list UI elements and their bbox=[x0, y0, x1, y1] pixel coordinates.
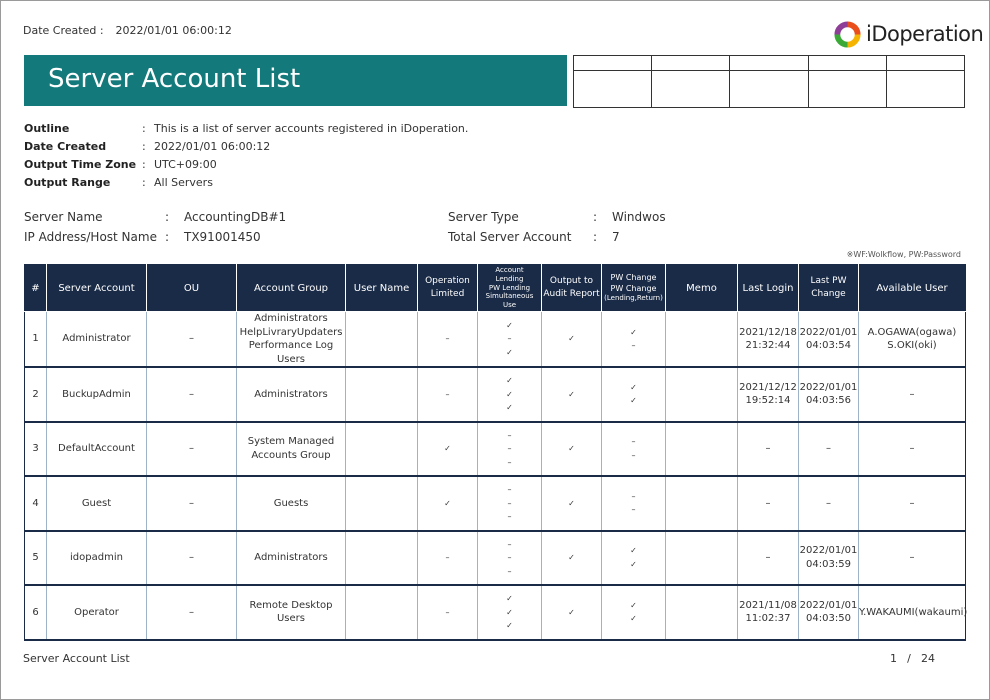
footer-doc-name: Server Account List bbox=[23, 652, 130, 665]
cell-ou: – bbox=[147, 367, 237, 422]
cell-output-audit bbox=[542, 531, 602, 586]
cell-pw-change-line: – bbox=[631, 450, 636, 460]
cell-available-user-line: – bbox=[909, 497, 915, 509]
cell-last-pw-change bbox=[799, 422, 859, 477]
cell-pw-change-line: – bbox=[631, 341, 636, 350]
stamp-header-cell bbox=[808, 56, 886, 71]
cell-user-name bbox=[346, 312, 418, 368]
approval-stamp-boxes bbox=[573, 55, 965, 108]
cell-server-account: BuckupAdmin bbox=[47, 367, 147, 422]
meta-row-time-zone: Output Time Zone : UTC+09:00 bbox=[24, 157, 217, 171]
idoperation-logo bbox=[833, 18, 983, 50]
cell-operation-limited bbox=[418, 476, 478, 531]
col-last-login: Last Login bbox=[738, 265, 799, 312]
cell-pw-change-line: ✓ bbox=[630, 382, 637, 392]
cell-output-audit-mark: ✓ bbox=[568, 334, 575, 344]
stamp-cell bbox=[652, 71, 730, 108]
cell-account-lending-line: ✓ bbox=[506, 403, 513, 412]
server-info-left bbox=[24, 207, 286, 247]
cell-last-pw-change-line: – bbox=[826, 443, 831, 454]
cell-available-user-line: – bbox=[909, 552, 915, 563]
cell-account-lending-lines bbox=[478, 374, 541, 415]
idoperation-logo-icon bbox=[833, 20, 862, 49]
cell-operation-limited bbox=[418, 312, 478, 368]
cell-last-login bbox=[738, 312, 799, 368]
col-audit-line: Output to bbox=[549, 276, 594, 287]
cell-pw-change bbox=[602, 531, 666, 586]
col-account-group: Account Group bbox=[237, 265, 346, 312]
server-info-right bbox=[448, 207, 666, 247]
cell-last-login-lines bbox=[738, 326, 798, 353]
cell-last-login-line: – bbox=[765, 552, 771, 563]
cell-available-user-lines bbox=[859, 606, 968, 620]
cell-last-login bbox=[738, 585, 799, 640]
col-pw-change bbox=[602, 265, 666, 312]
cell-pw-change-lines bbox=[602, 326, 665, 353]
cell-last-login bbox=[738, 531, 799, 586]
cell-account-lending bbox=[478, 367, 542, 422]
cell-user-name bbox=[346, 531, 418, 586]
meta-value: This is a list of server accounts registered in iDoperation. bbox=[154, 121, 469, 135]
cell-operation-limited-mark: – bbox=[445, 389, 450, 399]
cell-user-name bbox=[346, 476, 418, 531]
cell-last-pw-change-line: – bbox=[826, 497, 831, 509]
cell-operation-limited-mark: ✓ bbox=[444, 444, 451, 453]
col-last-pw-line: Last PW bbox=[810, 276, 847, 287]
top-date-created bbox=[23, 24, 232, 37]
cell-operation-limited bbox=[418, 585, 478, 640]
cell-output-audit-mark: ✓ bbox=[568, 607, 575, 617]
cell-memo bbox=[666, 476, 738, 531]
page-total: 24 bbox=[921, 652, 935, 665]
cell-available-user-line: – bbox=[909, 443, 915, 454]
page-current: 1 bbox=[890, 652, 897, 665]
col-lending-line: PW Lending bbox=[488, 283, 531, 292]
col-server-account: Server Account bbox=[47, 265, 147, 312]
cell-account-group-line: Administrators bbox=[254, 388, 328, 400]
cell-output-audit-mark: ✓ bbox=[568, 553, 575, 562]
col-available-user: Available User bbox=[859, 265, 966, 312]
col-memo: Memo bbox=[666, 265, 738, 312]
table-row bbox=[25, 476, 966, 531]
cell-account-lending-line: ✓ bbox=[506, 389, 513, 399]
cell-pw-change-lines bbox=[602, 435, 665, 462]
cell-last-pw-change bbox=[799, 585, 859, 640]
meta-key: Date Created bbox=[24, 139, 107, 153]
cell-account-lending-line: ✓ bbox=[506, 594, 513, 603]
cell-last-pw-change bbox=[799, 531, 859, 586]
cell-operation-limited-mark: – bbox=[445, 334, 450, 344]
cell-last-pw-change-line: 04:03:50 bbox=[806, 613, 851, 625]
cell-output-audit bbox=[542, 367, 602, 422]
server-ip-row: IP Address/Host Name : TX91001450 bbox=[24, 230, 261, 244]
meta-row-date-created: Date Created : 2022/01/01 06:00:12 bbox=[24, 139, 271, 153]
cell-last-login bbox=[738, 422, 799, 477]
cell-last-pw-change-line: 04:03:59 bbox=[806, 558, 851, 570]
table-row bbox=[25, 312, 966, 368]
cell-pw-change-line: ✓ bbox=[630, 600, 637, 610]
cell-account-group bbox=[237, 312, 346, 368]
col-num: # bbox=[25, 265, 47, 312]
title-band bbox=[24, 55, 567, 106]
cell-account-lending bbox=[478, 312, 542, 368]
cell-pw-change-lines bbox=[602, 381, 665, 408]
col-user-name: User Name bbox=[346, 265, 418, 312]
cell-account-lending-line: – bbox=[507, 553, 512, 562]
cell-last-pw-change-lines bbox=[799, 381, 858, 408]
col-pw-line: (Lending,Return) bbox=[604, 294, 663, 303]
logo-text: iDoperation bbox=[866, 22, 984, 46]
col-lending-line: Lending bbox=[495, 274, 524, 283]
page-title: Server Account List bbox=[48, 64, 301, 94]
cell-available-user-lines bbox=[859, 388, 965, 402]
cell-pw-change-lines bbox=[602, 599, 665, 626]
table-body bbox=[25, 312, 966, 640]
cell-account-group bbox=[237, 585, 346, 640]
cell-operation-limited bbox=[418, 531, 478, 586]
cell-available-user-line: Y.WAKAUMI(wakaumi) bbox=[859, 606, 968, 618]
cell-pw-change-line: ✓ bbox=[630, 396, 637, 406]
cell-memo bbox=[666, 585, 738, 640]
cell-account-group-lines bbox=[237, 599, 345, 626]
cell-pw-change bbox=[602, 367, 666, 422]
cell-output-audit bbox=[542, 312, 602, 368]
cell-last-pw-change-lines bbox=[799, 326, 858, 353]
cell-memo bbox=[666, 531, 738, 586]
cell-output-audit-mark: ✓ bbox=[568, 498, 575, 508]
footer-pagination bbox=[890, 652, 935, 665]
cell-account-group-line: Administrators bbox=[254, 552, 328, 563]
col-operation-limited-line: Operation bbox=[425, 276, 470, 287]
cell-last-pw-change-line: 2022/01/01 bbox=[799, 381, 858, 393]
cell-account-group bbox=[237, 531, 346, 586]
stamp-header-cell bbox=[574, 56, 652, 71]
cell-pw-change-line: – bbox=[631, 437, 636, 447]
cell-last-login-line: 2021/11/08 bbox=[739, 599, 797, 611]
cell-num: 1 bbox=[25, 312, 47, 368]
cell-last-pw-change-lines bbox=[799, 599, 858, 626]
cell-account-group-line: System Managed bbox=[247, 436, 335, 448]
cell-account-group-lines bbox=[237, 435, 345, 462]
cell-pw-change-line: ✓ bbox=[630, 327, 637, 337]
cell-account-lending-line: ✓ bbox=[506, 621, 513, 630]
cell-ou: – bbox=[147, 585, 237, 640]
server-total-row: Total Server Account : 7 bbox=[448, 230, 620, 244]
cell-account-lending-line: – bbox=[507, 485, 512, 494]
cell-available-user bbox=[859, 585, 966, 640]
col-lending-line: Account bbox=[495, 266, 524, 275]
legend-note: ※WF:Wolkflow, PW:Password bbox=[846, 250, 961, 259]
meta-value: UTC+09:00 bbox=[154, 157, 217, 171]
server-type-label: Server Type bbox=[448, 210, 519, 224]
table-header-row bbox=[25, 265, 966, 312]
cell-server-account: Operator bbox=[47, 585, 147, 640]
cell-account-group-line: Performance Log Users bbox=[248, 340, 334, 365]
cell-operation-limited bbox=[418, 367, 478, 422]
meta-key: Output Time Zone bbox=[24, 157, 137, 171]
col-last-pw-change bbox=[799, 265, 859, 312]
cell-account-lending-lines bbox=[478, 319, 541, 360]
cell-account-lending-line: ✓ bbox=[506, 607, 513, 617]
cell-account-group-line: HelpLivraryUpdaters bbox=[239, 326, 343, 338]
cell-pw-change bbox=[602, 312, 666, 368]
meta-key: Output Range bbox=[24, 175, 111, 189]
stamp-cell bbox=[730, 71, 808, 108]
cell-account-group bbox=[237, 476, 346, 531]
cell-account-group-line: Accounts Group bbox=[251, 449, 331, 461]
server-name-label: Server Name bbox=[24, 210, 103, 224]
cell-last-pw-change-lines bbox=[799, 442, 858, 456]
cell-output-audit bbox=[542, 422, 602, 477]
col-operation-limited-line: Limited bbox=[430, 289, 465, 299]
server-total-value: 7 bbox=[612, 230, 620, 244]
cell-account-lending-line: – bbox=[507, 334, 512, 344]
cell-pw-change bbox=[602, 422, 666, 477]
cell-last-login-line: 19:52:14 bbox=[745, 395, 791, 407]
col-lending-line: Simultaneous bbox=[485, 292, 534, 301]
cell-account-lending-line: ✓ bbox=[506, 347, 513, 357]
cell-last-login bbox=[738, 367, 799, 422]
cell-ou: – bbox=[147, 531, 237, 586]
cell-ou: – bbox=[147, 476, 237, 531]
stamp-cell bbox=[808, 71, 886, 108]
col-pw-line: PW Change bbox=[610, 272, 657, 282]
col-lending-line: Use bbox=[502, 301, 517, 310]
col-account-lending bbox=[478, 265, 542, 312]
cell-last-pw-change-lines bbox=[799, 497, 858, 511]
cell-num: 5 bbox=[25, 531, 47, 586]
top-date-created-value: 2022/01/01 06:00:12 bbox=[115, 24, 232, 37]
cell-available-user-lines bbox=[859, 326, 965, 353]
col-pw-line: PW Change bbox=[610, 284, 657, 294]
server-name-row: Server Name : AccountingDB#1 bbox=[24, 210, 287, 224]
cell-server-account: DefaultAccount bbox=[47, 422, 147, 477]
cell-last-login-line: 2021/12/12 bbox=[739, 381, 797, 393]
cell-account-lending-line: – bbox=[507, 539, 512, 549]
server-type-value: Windwos bbox=[612, 210, 666, 224]
cell-account-lending-lines bbox=[478, 429, 541, 470]
cell-memo bbox=[666, 422, 738, 477]
cell-account-group bbox=[237, 422, 346, 477]
cell-pw-change-line: ✓ bbox=[630, 546, 637, 556]
cell-account-lending-line: – bbox=[507, 512, 512, 521]
cell-account-lending-lines bbox=[478, 483, 541, 524]
cell-account-lending bbox=[478, 585, 542, 640]
stamp-header-cell bbox=[886, 56, 964, 71]
cell-available-user bbox=[859, 531, 966, 586]
cell-pw-change-line: ✓ bbox=[630, 614, 637, 624]
cell-server-account: Guest bbox=[47, 476, 147, 531]
cell-server-account: idopadmin bbox=[47, 531, 147, 586]
cell-account-lending-line: – bbox=[507, 457, 512, 467]
cell-available-user-lines bbox=[859, 442, 965, 456]
server-type-row: Server Type : Windwos bbox=[448, 210, 666, 224]
cell-output-audit-mark: ✓ bbox=[568, 389, 575, 399]
cell-operation-limited-mark: – bbox=[445, 553, 450, 562]
cell-account-group-line: Remote Desktop Users bbox=[249, 599, 333, 625]
cell-memo bbox=[666, 367, 738, 422]
cell-last-login-line: – bbox=[765, 497, 771, 509]
cell-operation-limited bbox=[418, 422, 478, 477]
cell-account-group-lines bbox=[237, 497, 345, 511]
cell-pw-change bbox=[602, 476, 666, 531]
cell-server-account: Administrator bbox=[47, 312, 147, 368]
cell-last-login-line: – bbox=[765, 443, 771, 454]
cell-last-login-lines bbox=[738, 497, 798, 511]
cell-last-pw-change-line: 04:03:56 bbox=[806, 395, 851, 407]
cell-available-user bbox=[859, 422, 966, 477]
cell-account-lending-lines bbox=[478, 538, 541, 579]
cell-account-lending-lines bbox=[478, 592, 541, 633]
cell-account-lending bbox=[478, 476, 542, 531]
cell-last-pw-change bbox=[799, 312, 859, 368]
report-meta bbox=[24, 119, 468, 191]
cell-user-name bbox=[346, 367, 418, 422]
cell-account-group-lines bbox=[237, 551, 345, 565]
cell-available-user-line: A.OGAWA(ogawa) bbox=[867, 326, 957, 338]
cell-last-pw-change bbox=[799, 367, 859, 422]
cell-account-group bbox=[237, 367, 346, 422]
meta-value: All Servers bbox=[154, 175, 213, 189]
stamp-cell bbox=[886, 71, 964, 108]
meta-value: 2022/01/01 06:00:12 bbox=[154, 139, 271, 153]
server-total-label: Total Server Account bbox=[448, 230, 572, 244]
cell-available-user bbox=[859, 476, 966, 531]
cell-last-pw-change-line: 04:03:54 bbox=[806, 340, 851, 351]
col-output-audit bbox=[542, 265, 602, 312]
cell-account-lending-line: ✓ bbox=[506, 320, 513, 330]
cell-num: 6 bbox=[25, 585, 47, 640]
cell-ou: – bbox=[147, 312, 237, 368]
cell-num: 3 bbox=[25, 422, 47, 477]
cell-last-login-line: 2021/12/18 bbox=[739, 326, 797, 338]
cell-memo bbox=[666, 312, 738, 368]
meta-row-outline: Outline : This is a list of server accounts registered in iDoperation. bbox=[24, 121, 469, 135]
cell-account-lending-line: – bbox=[507, 444, 512, 453]
cell-account-group-lines bbox=[237, 388, 345, 402]
cell-account-lending-line: – bbox=[507, 430, 512, 440]
cell-account-lending bbox=[478, 531, 542, 586]
table-row bbox=[25, 585, 966, 640]
cell-output-audit-mark: ✓ bbox=[568, 444, 575, 453]
cell-last-pw-change-line: 2022/01/01 bbox=[799, 545, 858, 557]
cell-last-login-lines bbox=[738, 551, 798, 565]
table-row bbox=[25, 367, 966, 422]
cell-ou: – bbox=[147, 422, 237, 477]
cell-available-user-lines bbox=[859, 551, 965, 565]
cell-account-group-line: Administrators bbox=[254, 313, 328, 324]
cell-output-audit bbox=[542, 585, 602, 640]
cell-pw-change-lines bbox=[602, 544, 665, 571]
cell-account-group-line: Guests bbox=[273, 497, 309, 509]
cell-pw-change bbox=[602, 585, 666, 640]
cell-operation-limited-mark: – bbox=[445, 607, 450, 617]
cell-last-login-line: 21:32:44 bbox=[745, 340, 791, 351]
cell-last-login-lines bbox=[738, 442, 798, 456]
page-separator: / bbox=[907, 652, 911, 665]
col-ou: OU bbox=[147, 265, 237, 312]
cell-last-pw-change-line: 2022/01/01 bbox=[799, 326, 858, 338]
col-audit-line: Audit Report bbox=[543, 289, 600, 299]
col-operation-limited bbox=[418, 265, 478, 312]
table-row bbox=[25, 531, 966, 586]
meta-row-output-range: Output Range : All Servers bbox=[24, 175, 213, 189]
cell-available-user-lines bbox=[859, 497, 965, 511]
cell-last-pw-change-lines bbox=[799, 544, 858, 571]
col-last-pw-line: Change bbox=[811, 289, 846, 299]
cell-last-login-line: 11:02:37 bbox=[745, 613, 791, 625]
cell-pw-change-lines bbox=[602, 490, 665, 517]
server-ip-label: IP Address/Host Name bbox=[24, 230, 157, 244]
cell-output-audit bbox=[542, 476, 602, 531]
stamp-header-cell bbox=[730, 56, 808, 71]
cell-last-login-lines bbox=[738, 381, 798, 408]
meta-key: Outline bbox=[24, 121, 70, 135]
cell-available-user bbox=[859, 312, 966, 368]
server-ip-value: TX91001450 bbox=[184, 230, 261, 244]
cell-last-login bbox=[738, 476, 799, 531]
cell-account-lending bbox=[478, 422, 542, 477]
server-name-value: AccountingDB#1 bbox=[184, 210, 287, 224]
cell-last-pw-change bbox=[799, 476, 859, 531]
cell-num: 4 bbox=[25, 476, 47, 531]
cell-pw-change-line: – bbox=[631, 491, 636, 501]
cell-operation-limited-mark: ✓ bbox=[444, 498, 451, 508]
cell-account-lending-line: ✓ bbox=[506, 376, 513, 385]
cell-available-user bbox=[859, 367, 966, 422]
server-account-table bbox=[24, 264, 966, 641]
cell-pw-change-line: – bbox=[631, 505, 636, 515]
top-date-created-label: Date Created : bbox=[23, 24, 104, 37]
cell-account-group-lines bbox=[237, 312, 345, 366]
stamp-header-cell bbox=[652, 56, 730, 71]
cell-available-user-line: S.OKI(oki) bbox=[887, 340, 937, 351]
cell-account-lending-line: – bbox=[507, 498, 512, 508]
cell-available-user-line: – bbox=[909, 388, 915, 400]
cell-last-pw-change-line: 2022/01/01 bbox=[799, 599, 858, 611]
table-row bbox=[25, 422, 966, 477]
cell-pw-change-line: ✓ bbox=[630, 559, 637, 569]
cell-user-name bbox=[346, 585, 418, 640]
cell-user-name bbox=[346, 422, 418, 477]
cell-account-lending-line: – bbox=[507, 566, 512, 576]
cell-num: 2 bbox=[25, 367, 47, 422]
stamp-cell bbox=[574, 71, 652, 108]
cell-last-login-lines bbox=[738, 599, 798, 626]
